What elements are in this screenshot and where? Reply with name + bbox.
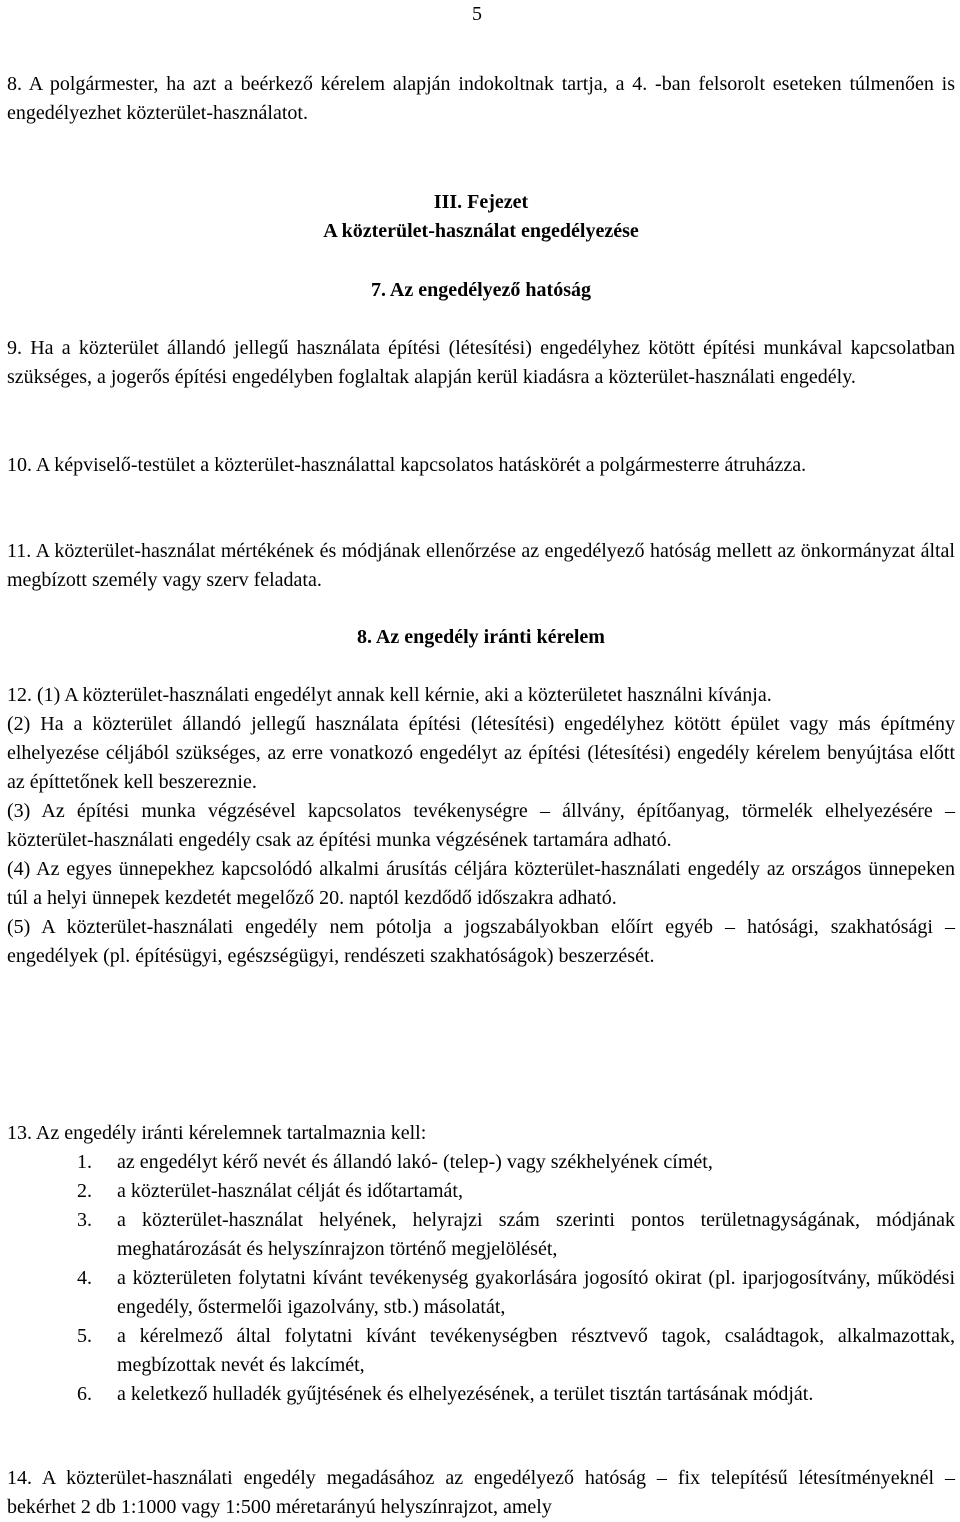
page-number: 5 [472,3,482,25]
section-8-title: 8. Az engedély iránti kérelem [357,626,605,648]
list-item-number: 6. [77,1383,92,1405]
paragraph-14 [7,1464,955,1522]
paragraph-11 [7,537,955,595]
list-item [7,1380,955,1409]
list-item [7,1322,955,1380]
list-item [7,1206,955,1264]
list-item-text: a közterület-használat helyének, helyrajzi szám szerinti pontos területnagyságának, módjának meghatározását és helyszínrajzon történő megjelölését, [117,1209,955,1260]
paragraph-12 [7,681,955,971]
list-item-text: az engedélyt kérő nevét és állandó lakó- (telep-) vagy székhelyének címét, [117,1151,713,1173]
list-item-text: a kérelmező által folytatni kívánt tevékenységben résztvevő tagok, családtagok, alkalmazottak, megbízottak nevét és lakcímét, [117,1325,955,1376]
list-item-number: 3. [77,1209,92,1231]
chapter-subtitle: A közterület-használat engedélyezése [323,220,639,242]
paragraph-12-5: (5) A közterület-használati engedély nem pótolja a jogszabályokban előírt egyéb – hatósági, szakhatósági – engedélyek (pl. építésügyi, egészségügyi, rendészeti szakhatóságok) beszerzését. [7,916,955,967]
list-item [7,1148,955,1177]
list-item-text: a keletkező hulladék gyűjtésének és elhelyezésének, a terület tisztán tartásának módját. [117,1383,814,1405]
paragraph-13-intro: 13. Az engedély iránti kérelemnek tartalmaznia kell: [7,1122,427,1144]
paragraph-11-text: 11. A közterület-használat mértékének és módjának ellenőrzése az engedélyező hatóság mellett az önkormányzat által megbízott személy vagy szerv feladata. [7,540,955,591]
paragraph-12-1: 12. (1) A közterület-használati engedélyt annak kell kérnie, aki a közterületet használni kívánja. [7,684,772,706]
paragraph-9-text: 9. Ha a közterület állandó jellegű használata építési (létesítési) engedélyhez kötött építési munkával kapcsolatban szükséges, a jogerős építési engedélyben foglaltak alapján kerül kiadásra a közterület-használati engedély. [7,337,955,388]
list-item [7,1177,955,1206]
paragraph-12-3: (3) Az építési munka végzésével kapcsolatos tevékenységre – állvány, építőanyag, törmelék elhelyezésére – közterület-használati engedély csak az építési munka végzésének tartamára adható. [7,800,955,851]
section-7-heading [7,276,955,305]
chapter-heading [7,188,955,246]
paragraph-10 [7,451,955,480]
paragraph-13 [7,1119,955,1409]
chapter-title: III. Fejezet [433,191,529,213]
list-item [7,1264,955,1322]
list-item-number: 5. [77,1325,92,1347]
paragraph-10-text: 10. A képviselő-testület a közterület-használattal kapcsolatos hatáskörét a polgármesterre átruházza. [7,454,807,476]
list-item-number: 4. [77,1267,92,1289]
paragraph-12-2: (2) Ha a közterület állandó jellegű használata építési (létesítési) engedélyhez kötött épület vagy más építmény elhelyezése céljából szükséges, az erre vonatkozó engedélyt az építési (létesítési) engedély kérelem benyújtása előtt az építtetőnek kell beszereznie. [7,713,955,793]
section-8-heading [7,623,955,652]
paragraph-12-4: (4) Az egyes ünnepekhez kapcsolódó alkalmi árusítás céljára közterület-használati engedély az országos ünnepeken túl a helyi ünnepek kezdetét megelőző 20. naptól kezdődő időszakra adható. [7,858,955,909]
list-item-text: a közterületen folytatni kívánt tevékenység gyakorlására jogosító okirat (pl. iparjogosítvány, működési engedély, őstermelői igazolvány, stb.) másolatát, [117,1267,955,1318]
list-item-text: a közterület-használat célját és időtartamát, [117,1180,463,1202]
paragraph-14-text: 14. A közterület-használati engedély megadásához az engedélyező hatóság – fix telepítésű létesítményeknél – bekérhet 2 db 1:1000 vagy 1:500 méretarányú helyszínrajzot, amely [7,1467,955,1518]
paragraph-8-text: 8. A polgármester, ha azt a beérkező kérelem alapján indokoltnak tartja, a 4. -ban felsorolt eseteken túlmenően is engedélyezhet közterület-használatot. [7,73,955,124]
paragraph-9 [7,334,955,392]
list-item-number: 1. [77,1151,92,1173]
list-item-number: 2. [77,1180,92,1202]
paragraph-8 [7,70,955,128]
section-7-title: 7. Az engedélyező hatóság [371,279,591,301]
